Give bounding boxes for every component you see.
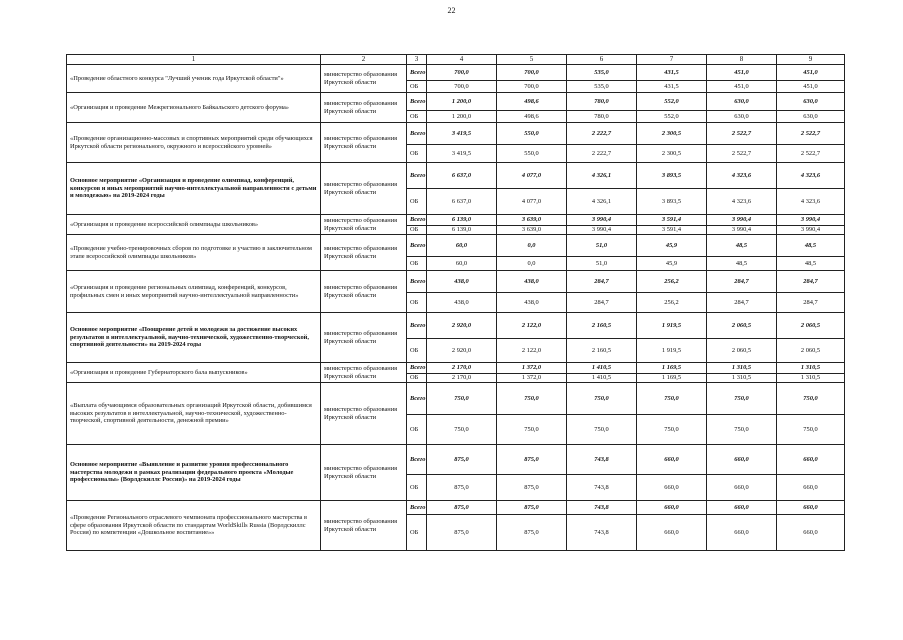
total-value: 550,0 (497, 123, 567, 145)
activity-name: Основное мероприятие «Организация и проведение олимпиад, конференций, конкурсов и иных мероприятий научно-интеллектуальной направленности с детьми и молодежью» на 2019-2024 годы (67, 163, 321, 215)
executor: министерство образования Иркутской области (321, 383, 407, 445)
table-row-total (67, 363, 845, 374)
total-value: 284,7 (777, 271, 845, 293)
table-row-total (67, 271, 845, 293)
ob-value: 0,0 (497, 257, 567, 271)
ob-value: 2 170,0 (427, 374, 497, 383)
funding-source-total: Всего (407, 313, 427, 339)
ob-value: 1 410,5 (567, 374, 637, 383)
table-row-total (67, 383, 845, 415)
table-row-total (67, 313, 845, 339)
executor: министерство образования Иркутской области (321, 445, 407, 501)
total-value: 630,0 (777, 93, 845, 111)
total-value: 3 419,5 (427, 123, 497, 145)
total-value: 2 160,5 (567, 313, 637, 339)
table-row-total (67, 163, 845, 189)
ob-value: 660,0 (707, 515, 777, 551)
total-value: 875,0 (497, 445, 567, 475)
activity-name: «Проведение Регионального отраслевого чемпионата профессионального мастерства в сфере образования Иркутской области по стандартам WorldSkills Russia (Ворлдскиллс Россия) по компетенции «Дошкольное воспитание»» (67, 501, 321, 551)
executor: министерство образования Иркутской области (321, 215, 407, 235)
ob-value: 431,5 (637, 81, 707, 93)
total-value: 660,0 (777, 501, 845, 515)
executor: министерство образования Иркутской области (321, 123, 407, 163)
ob-value: 2 920,0 (427, 339, 497, 363)
funding-source-ob: ОБ (407, 226, 427, 235)
total-value: 700,0 (497, 65, 567, 81)
funding-source-ob: ОБ (407, 145, 427, 163)
total-value: 535,0 (567, 65, 637, 81)
total-value: 451,0 (777, 65, 845, 81)
total-value: 660,0 (777, 445, 845, 475)
ob-value: 1 310,5 (707, 374, 777, 383)
ob-value: 1 919,5 (637, 339, 707, 363)
ob-value: 498,6 (497, 111, 567, 123)
total-value: 60,0 (427, 235, 497, 257)
ob-value: 875,0 (427, 515, 497, 551)
ob-value: 2 160,5 (567, 339, 637, 363)
ob-value: 660,0 (777, 475, 845, 501)
ob-value: 750,0 (777, 415, 845, 445)
ob-value: 451,0 (707, 81, 777, 93)
total-value: 451,0 (707, 65, 777, 81)
table-row-total (67, 215, 845, 226)
executor: министерство образования Иркутской области (321, 501, 407, 551)
total-value: 750,0 (497, 383, 567, 415)
total-value: 875,0 (497, 501, 567, 515)
ob-value: 2 522,7 (777, 145, 845, 163)
activity-name: «Проведение учебно-тренировочных сборов по подготовке и участию в заключительном этапе всероссийской олимпиады школьников» (67, 235, 321, 271)
funding-source-total: Всего (407, 93, 427, 111)
funding-source-total: Всего (407, 445, 427, 475)
activity-name: «Выплата обучающимся образовательных организаций Иркутской области, добившимся высоких результатов в интеллектуальной, научно-технической, художественно-творческой, спортивной деятельности, денежной премии» (67, 383, 321, 445)
ob-value: 630,0 (707, 111, 777, 123)
total-value: 780,0 (567, 93, 637, 111)
ob-value: 875,0 (497, 515, 567, 551)
ob-value: 2 522,7 (707, 145, 777, 163)
ob-value: 451,0 (777, 81, 845, 93)
header-row (67, 55, 845, 65)
funding-source-ob: ОБ (407, 293, 427, 313)
total-value: 2 522,7 (777, 123, 845, 145)
ob-value: 750,0 (637, 415, 707, 445)
executor: министерство образования Иркутской области (321, 363, 407, 383)
funding-source-total: Всего (407, 363, 427, 374)
executor: министерство образования Иркутской области (321, 163, 407, 215)
ob-value: 3 990,4 (707, 226, 777, 235)
total-value: 3 990,4 (707, 215, 777, 226)
table-row-total (67, 123, 845, 145)
total-value: 750,0 (427, 383, 497, 415)
total-value: 3 639,0 (497, 215, 567, 226)
executor: министерство образования Иркутской области (321, 93, 407, 123)
ob-value: 660,0 (637, 515, 707, 551)
total-value: 750,0 (777, 383, 845, 415)
table-row-total (67, 501, 845, 515)
total-value: 700,0 (427, 65, 497, 81)
total-value: 1 310,5 (707, 363, 777, 374)
total-value: 2 522,7 (707, 123, 777, 145)
ob-value: 284,7 (567, 293, 637, 313)
ob-value: 2 060,5 (777, 339, 845, 363)
ob-value: 1 169,5 (637, 374, 707, 383)
ob-value: 3 990,4 (567, 226, 637, 235)
total-value: 660,0 (637, 501, 707, 515)
funding-source-total: Всего (407, 383, 427, 415)
funding-source-ob: ОБ (407, 339, 427, 363)
total-value: 1 200,0 (427, 93, 497, 111)
table-row-total (67, 93, 845, 111)
table-row-total (67, 235, 845, 257)
funding-source-total: Всего (407, 271, 427, 293)
ob-value: 60,0 (427, 257, 497, 271)
ob-value: 2 222,7 (567, 145, 637, 163)
ob-value: 1 372,0 (497, 374, 567, 383)
funding-source-total: Всего (407, 235, 427, 257)
total-value: 660,0 (707, 501, 777, 515)
ob-value: 780,0 (567, 111, 637, 123)
ob-value: 284,7 (777, 293, 845, 313)
ob-value: 48,5 (707, 257, 777, 271)
column-header: 5 (497, 55, 567, 65)
ob-value: 660,0 (637, 475, 707, 501)
total-value: 2 122,0 (497, 313, 567, 339)
total-value: 48,5 (707, 235, 777, 257)
activity-name: «Организация и проведение Губернаторского бала выпускников» (67, 363, 321, 383)
total-value: 2 170,0 (427, 363, 497, 374)
ob-value: 3 990,4 (777, 226, 845, 235)
ob-value: 743,8 (567, 515, 637, 551)
ob-value: 3 639,0 (497, 226, 567, 235)
column-header: 2 (321, 55, 407, 65)
ob-value: 550,0 (497, 145, 567, 163)
funding-source-total: Всего (407, 65, 427, 81)
table-row-total (67, 65, 845, 81)
total-value: 743,8 (567, 501, 637, 515)
ob-value: 2 300,5 (637, 145, 707, 163)
total-value: 1 410,5 (567, 363, 637, 374)
total-value: 750,0 (637, 383, 707, 415)
ob-value: 3 893,5 (637, 189, 707, 215)
total-value: 4 077,0 (497, 163, 567, 189)
column-header: 6 (567, 55, 637, 65)
total-value: 438,0 (427, 271, 497, 293)
funding-source-ob: ОБ (407, 374, 427, 383)
total-value: 4 323,6 (707, 163, 777, 189)
ob-value: 1 310,5 (777, 374, 845, 383)
ob-value: 743,8 (567, 475, 637, 501)
activity-name: Основное мероприятие «Поощрение детей и молодежи за достижение высоких результатов в интеллектуальной, научно-технической, художественно-творческой, спортивной деятельности» на 2019-2024 годы (67, 313, 321, 363)
total-value: 660,0 (707, 445, 777, 475)
total-value: 3 591,4 (637, 215, 707, 226)
ob-value: 660,0 (777, 515, 845, 551)
total-value: 743,8 (567, 445, 637, 475)
ob-value: 3 419,5 (427, 145, 497, 163)
ob-value: 630,0 (777, 111, 845, 123)
total-value: 4 326,1 (567, 163, 637, 189)
ob-value: 660,0 (707, 475, 777, 501)
activity-name: «Организация и проведение всероссийской олимпиады школьников» (67, 215, 321, 235)
total-value: 2 920,0 (427, 313, 497, 339)
executor: министерство образования Иркутской области (321, 271, 407, 313)
total-value: 0,0 (497, 235, 567, 257)
funding-source-ob: ОБ (407, 189, 427, 215)
total-value: 875,0 (427, 501, 497, 515)
column-header: 3 (407, 55, 427, 65)
ob-value: 875,0 (497, 475, 567, 501)
activity-name: «Проведение областного конкурса "Лучший ученик года Иркутской области"» (67, 65, 321, 93)
total-value: 284,7 (707, 271, 777, 293)
budget-table (66, 54, 845, 551)
ob-value: 3 591,4 (637, 226, 707, 235)
ob-value: 4 323,6 (777, 189, 845, 215)
total-value: 1 919,5 (637, 313, 707, 339)
total-value: 3 990,4 (567, 215, 637, 226)
ob-value: 750,0 (567, 415, 637, 445)
ob-value: 750,0 (707, 415, 777, 445)
funding-source-total: Всего (407, 501, 427, 515)
funding-source-total: Всего (407, 123, 427, 145)
funding-source-ob: ОБ (407, 257, 427, 271)
ob-value: 750,0 (497, 415, 567, 445)
ob-value: 700,0 (497, 81, 567, 93)
funding-source-total: Всего (407, 215, 427, 226)
ob-value: 2 122,0 (497, 339, 567, 363)
total-value: 2 300,5 (637, 123, 707, 145)
ob-value: 438,0 (427, 293, 497, 313)
total-value: 3 893,5 (637, 163, 707, 189)
total-value: 660,0 (637, 445, 707, 475)
ob-value: 4 326,1 (567, 189, 637, 215)
ob-value: 750,0 (427, 415, 497, 445)
ob-value: 6 637,0 (427, 189, 497, 215)
ob-value: 552,0 (637, 111, 707, 123)
funding-source-ob: ОБ (407, 515, 427, 551)
total-value: 45,9 (637, 235, 707, 257)
ob-value: 535,0 (567, 81, 637, 93)
ob-value: 6 139,0 (427, 226, 497, 235)
executor: министерство образования Иркутской области (321, 235, 407, 271)
ob-value: 4 077,0 (497, 189, 567, 215)
total-value: 1 169,5 (637, 363, 707, 374)
ob-value: 284,7 (707, 293, 777, 313)
total-value: 1 310,5 (777, 363, 845, 374)
total-value: 438,0 (497, 271, 567, 293)
total-value: 4 323,6 (777, 163, 845, 189)
total-value: 2 060,5 (777, 313, 845, 339)
total-value: 284,7 (567, 271, 637, 293)
total-value: 630,0 (707, 93, 777, 111)
activity-name: «Проведение организационно-массовых и спортивных мероприятий среди обучающихся Иркутской области регионального, окружного и всероссийского уровней» (67, 123, 321, 163)
total-value: 6 139,0 (427, 215, 497, 226)
column-header: 7 (637, 55, 707, 65)
ob-value: 438,0 (497, 293, 567, 313)
total-value: 2 222,7 (567, 123, 637, 145)
ob-value: 51,0 (567, 257, 637, 271)
table-row-total (67, 445, 845, 475)
ob-value: 48,5 (777, 257, 845, 271)
column-header: 4 (427, 55, 497, 65)
funding-source-ob: ОБ (407, 475, 427, 501)
funding-source-ob: ОБ (407, 415, 427, 445)
ob-value: 4 323,6 (707, 189, 777, 215)
total-value: 1 372,0 (497, 363, 567, 374)
total-value: 6 637,0 (427, 163, 497, 189)
total-value: 875,0 (427, 445, 497, 475)
ob-value: 45,9 (637, 257, 707, 271)
ob-value: 700,0 (427, 81, 497, 93)
executor: министерство образования Иркутской области (321, 65, 407, 93)
total-value: 552,0 (637, 93, 707, 111)
ob-value: 2 060,5 (707, 339, 777, 363)
ob-value: 875,0 (427, 475, 497, 501)
total-value: 431,5 (637, 65, 707, 81)
ob-value: 256,2 (637, 293, 707, 313)
activity-name: Основное мероприятие «Выявление и развитие уровня профессионального мастерства молодежи в рамках реализации федерального проекта «Молодые профессионалы» (Ворлдскиллс Россия)» на 2019-2024 годы (67, 445, 321, 501)
activity-name: «Организация и проведение региональных олимпиад, конференций, конкурсов, профильных смен и иных мероприятий научно-интеллектуальной направленности» (67, 271, 321, 313)
total-value: 750,0 (567, 383, 637, 415)
funding-source-ob: ОБ (407, 81, 427, 93)
total-value: 51,0 (567, 235, 637, 257)
activity-name: «Организация и проведение Межрегионального Байкальского детского форума» (67, 93, 321, 123)
page-number: 22 (447, 6, 456, 15)
funding-source-total: Всего (407, 163, 427, 189)
total-value: 48,5 (777, 235, 845, 257)
column-header: 9 (777, 55, 845, 65)
funding-source-ob: ОБ (407, 111, 427, 123)
total-value: 498,6 (497, 93, 567, 111)
total-value: 750,0 (707, 383, 777, 415)
executor: министерство образования Иркутской области (321, 313, 407, 363)
column-header: 1 (67, 55, 321, 65)
total-value: 3 990,4 (777, 215, 845, 226)
ob-value: 1 200,0 (427, 111, 497, 123)
total-value: 2 060,5 (707, 313, 777, 339)
total-value: 256,2 (637, 271, 707, 293)
column-header: 8 (707, 55, 777, 65)
